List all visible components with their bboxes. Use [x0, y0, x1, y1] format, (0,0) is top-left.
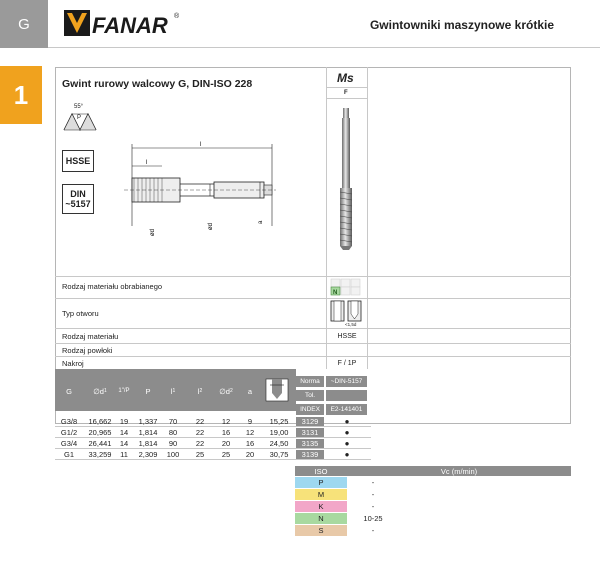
registered-mark: ® — [174, 13, 180, 20]
row-divider — [326, 98, 367, 99]
product-title: Gwint rurowy walcowy G, DIN-ISO 228 — [62, 78, 253, 90]
col-header-p: P — [145, 386, 151, 396]
row-divider — [55, 276, 571, 277]
tap-product-image — [337, 108, 355, 250]
din-badge — [62, 184, 94, 214]
column-divider — [326, 67, 327, 369]
header-rule — [48, 47, 600, 48]
property-label: Rodzaj powłoki — [62, 346, 113, 355]
iso-speed-table — [295, 466, 571, 540]
thread-profile-icon — [60, 100, 100, 136]
col-header-l1: l 1 — [170, 386, 176, 396]
page-header — [0, 0, 600, 48]
table-row: G1/2 20,965 14 1,814 80 22 16 12 19,00 3131 ● — [60, 428, 350, 437]
d2-label: ød — [208, 222, 214, 230]
iso-row: K - — [295, 501, 571, 512]
material-column-sublabel: F — [344, 90, 348, 96]
property-label: Rodzaj materiału obrabianego — [62, 282, 163, 291]
iso-row: P - — [295, 477, 571, 488]
col-header-d2: ∅d 2 — [219, 386, 233, 396]
vc-header: Vc (m/min) — [347, 466, 571, 476]
norm-value: ~DIN-5157 — [326, 376, 367, 387]
property-label: Typ otworu — [62, 309, 99, 318]
l1-label: l — [200, 142, 202, 148]
hole-type-icon — [330, 300, 364, 327]
iso-row: N 10-25 — [295, 513, 571, 524]
row-divider — [55, 298, 571, 299]
row-divider — [55, 437, 371, 438]
din-badge-line2: ~5157 — [65, 199, 91, 209]
drill-diameter-icon — [264, 375, 290, 405]
brand-name: FANAR — [92, 13, 168, 38]
row-divider — [55, 328, 571, 329]
row-divider — [55, 356, 571, 357]
material-type-icon — [330, 278, 362, 296]
col-header-tpi: 1"/P — [118, 388, 130, 394]
row-divider — [326, 87, 367, 88]
tol-label: Tol. — [296, 390, 324, 401]
hsse-badge: HSSE — [62, 150, 94, 172]
row-divider — [55, 448, 371, 449]
thread-angle-label: 55° — [74, 104, 84, 110]
column-divider — [367, 67, 368, 369]
d1-label: ød — [150, 228, 156, 236]
row-divider — [55, 426, 371, 427]
row-divider — [55, 459, 371, 460]
iso-row: S - — [295, 525, 571, 536]
table-row: G3/4 26,441 14 1,814 90 22 20 16 24,50 3135 ● — [60, 439, 350, 448]
chapter-number: 1 — [0, 66, 42, 124]
index-label: INDEX — [296, 404, 324, 415]
din-badge-line1: DIN — [70, 188, 86, 199]
document-title: Gwintowniki maszynowe krótkie — [369, 18, 554, 32]
hole-note: <1,5d — [345, 322, 357, 327]
col-header-d1: ∅d 1 — [93, 386, 107, 396]
col-header-a: a — [247, 386, 253, 396]
table-row: G1 33,259 11 2,309 100 25 25 20 30,75 3139 ● — [63, 450, 350, 459]
property-value: F / 1P — [337, 360, 357, 367]
table-row: G3/8 16,662 19 1,337 70 22 12 9 15,25 3129 ● — [60, 417, 350, 426]
property-label: Rodzaj materiału — [62, 332, 119, 341]
material-column-label: Ms — [337, 71, 354, 85]
iso-row: M - — [295, 489, 571, 500]
norm-label: Norma — [296, 376, 324, 387]
l2-label: l — [146, 160, 148, 166]
tol-value — [326, 390, 367, 401]
col-header-l2: l 2 — [197, 386, 203, 396]
index-value: E2-141401 — [326, 404, 367, 415]
property-label: Nakroj — [62, 359, 84, 368]
thread-pitch-label: P — [77, 115, 82, 121]
row-divider — [55, 343, 571, 344]
material-code: N — [333, 290, 338, 296]
tap-technical-drawing — [120, 138, 280, 238]
property-value: HSSE — [337, 333, 357, 340]
section-tab: G — [0, 0, 48, 48]
fanar-logo — [64, 8, 184, 40]
iso-header: ISO — [295, 466, 347, 476]
a-label: a — [258, 220, 264, 224]
col-header-g: G — [66, 386, 72, 396]
